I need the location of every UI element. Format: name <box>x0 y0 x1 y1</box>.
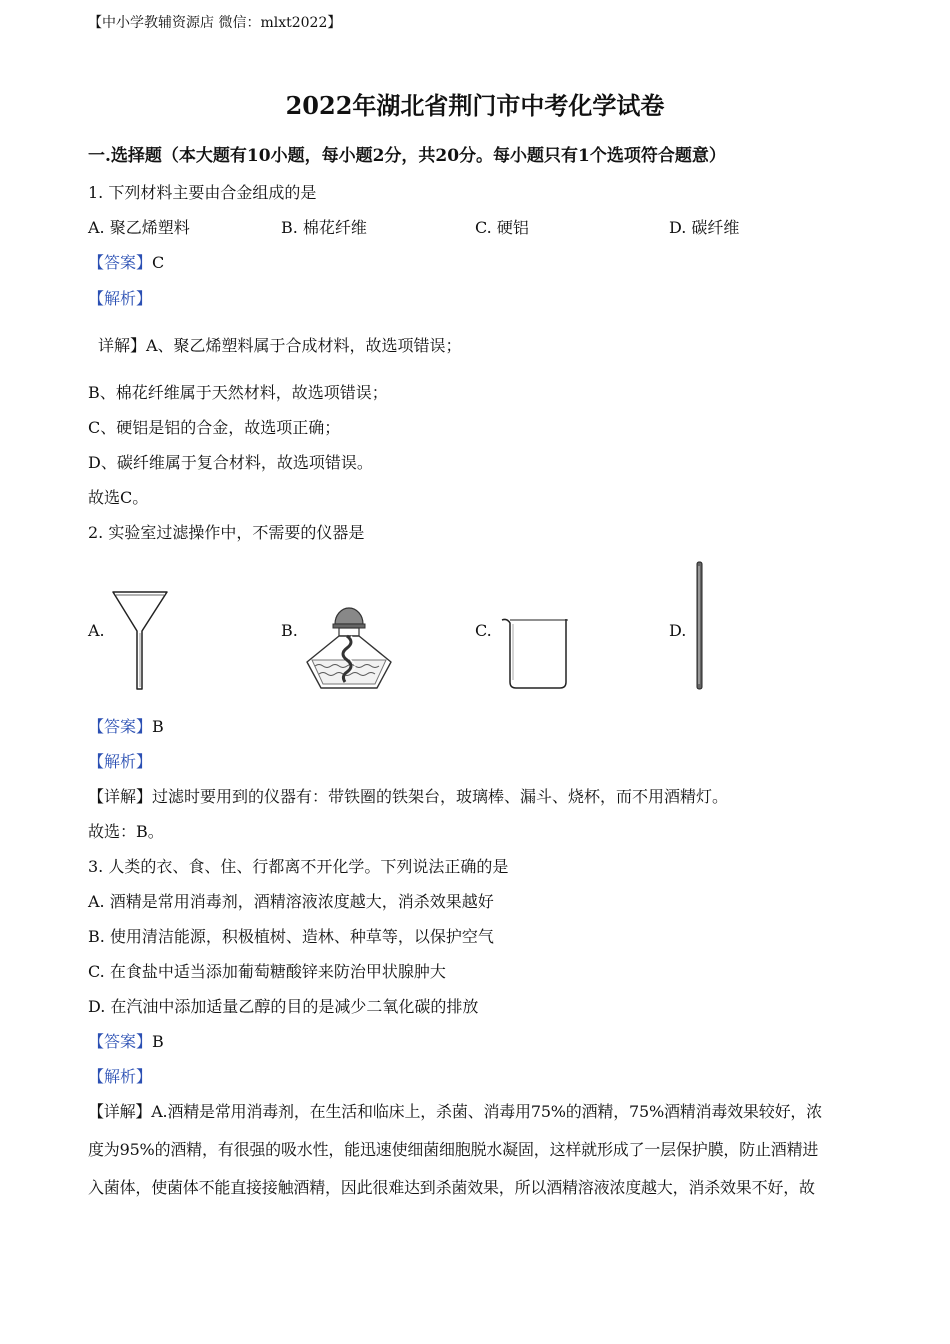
answer-value: B <box>152 1032 164 1051</box>
q2-answer <box>88 717 164 737</box>
q3-detail-line: 入菌体，使菌体不能直接接触酒精，因此很难达到杀菌效果，所以酒精溶液浓度越大，消杀效果不好，故 <box>88 1178 815 1197</box>
answer-value: B <box>152 717 164 736</box>
alcohol-lamp-icon <box>303 600 395 692</box>
answer-label: 【答案】 <box>88 253 153 272</box>
answer-label: 【答案】 <box>88 1032 153 1051</box>
q3-option-c: C. 在食盐中适当添加葡萄糖酸锌来防治甲状腺肿大 <box>88 962 446 981</box>
q2-detail-line: 【详解】过滤时要用到的仪器有：带铁圈的铁架台，玻璃棒、漏斗、烧杯，而不用酒精灯。 <box>88 787 729 806</box>
page-title: 2022年湖北省荆门市中考化学试卷 <box>285 91 665 120</box>
page-header: 【中小学教辅资源店 微信：mlxt2022】 <box>88 15 342 31</box>
q2-analysis-label: 【解析】 <box>88 752 153 771</box>
q1-detail-line: B、棉花纤维属于天然材料，故选项错误； <box>88 383 388 402</box>
q3-answer <box>88 1032 164 1052</box>
q2-option-d: D. <box>669 621 687 640</box>
q2-detail-line: 故选：B。 <box>88 822 164 841</box>
answer-label: 【答案】 <box>88 717 153 736</box>
funnel-icon <box>110 589 170 693</box>
q1-option-b: B. 棉花纤维 <box>281 218 367 237</box>
q3-detail-line: 度为95%的酒精，有很强的吸水性，能迅速使细菌细胞脱水凝固，这样就形成了一层保护膜，防止酒精进 <box>88 1140 819 1159</box>
section-heading: 一.选择题（本大题有10小题，每小题2分，共20分。每小题只有1个选项符合题意） <box>88 146 726 166</box>
q2-option-a: A. <box>88 621 105 640</box>
q3-detail-line: 【详解】A.酒精是常用消毒剂，在生活和临床上，杀菌、消毒用75%的酒精，75%酒精消毒效果较好，浓 <box>88 1102 822 1121</box>
q1-option-d: D. 碳纤维 <box>669 218 740 237</box>
q2-option-c: C. <box>475 621 492 640</box>
q1-option-a: A. 聚乙烯塑料 <box>88 218 190 237</box>
q3-option-b: B. 使用清洁能源，积极植树、造林、种草等，以保护空气 <box>88 927 494 946</box>
glass-rod-icon <box>695 560 705 692</box>
q1-detail-line: 故选C。 <box>88 488 149 507</box>
q3-analysis-label: 【解析】 <box>88 1067 153 1086</box>
q1-detail-line: 详解】A、聚乙烯塑料属于合成材料，故选项错误； <box>98 336 462 355</box>
q1-detail-line: C、硬铝是铝的合金，故选项正确； <box>88 418 341 437</box>
q3-stem: 3. 人类的衣、食、住、行都离不开化学。下列说法正确的是 <box>88 857 509 876</box>
beaker-icon <box>500 614 572 692</box>
q2-stem: 2. 实验室过滤操作中，不需要的仪器是 <box>88 523 365 542</box>
q1-answer <box>88 253 164 273</box>
q1-detail-line: D、碳纤维属于复合材料，故选项错误。 <box>88 453 373 472</box>
q1-analysis-label: 【解析】 <box>88 289 153 308</box>
q2-option-b: B. <box>281 621 298 640</box>
q3-option-a: A. 酒精是常用消毒剂，酒精溶液浓度越大，消杀效果越好 <box>88 892 494 911</box>
answer-value: C <box>152 253 165 272</box>
q1-stem: 1. 下列材料主要由合金组成的是 <box>88 183 317 202</box>
q3-option-d: D. 在汽油中添加适量乙醇的目的是减少二氧化碳的排放 <box>88 997 479 1016</box>
q1-option-c: C. 硬铝 <box>475 218 529 237</box>
